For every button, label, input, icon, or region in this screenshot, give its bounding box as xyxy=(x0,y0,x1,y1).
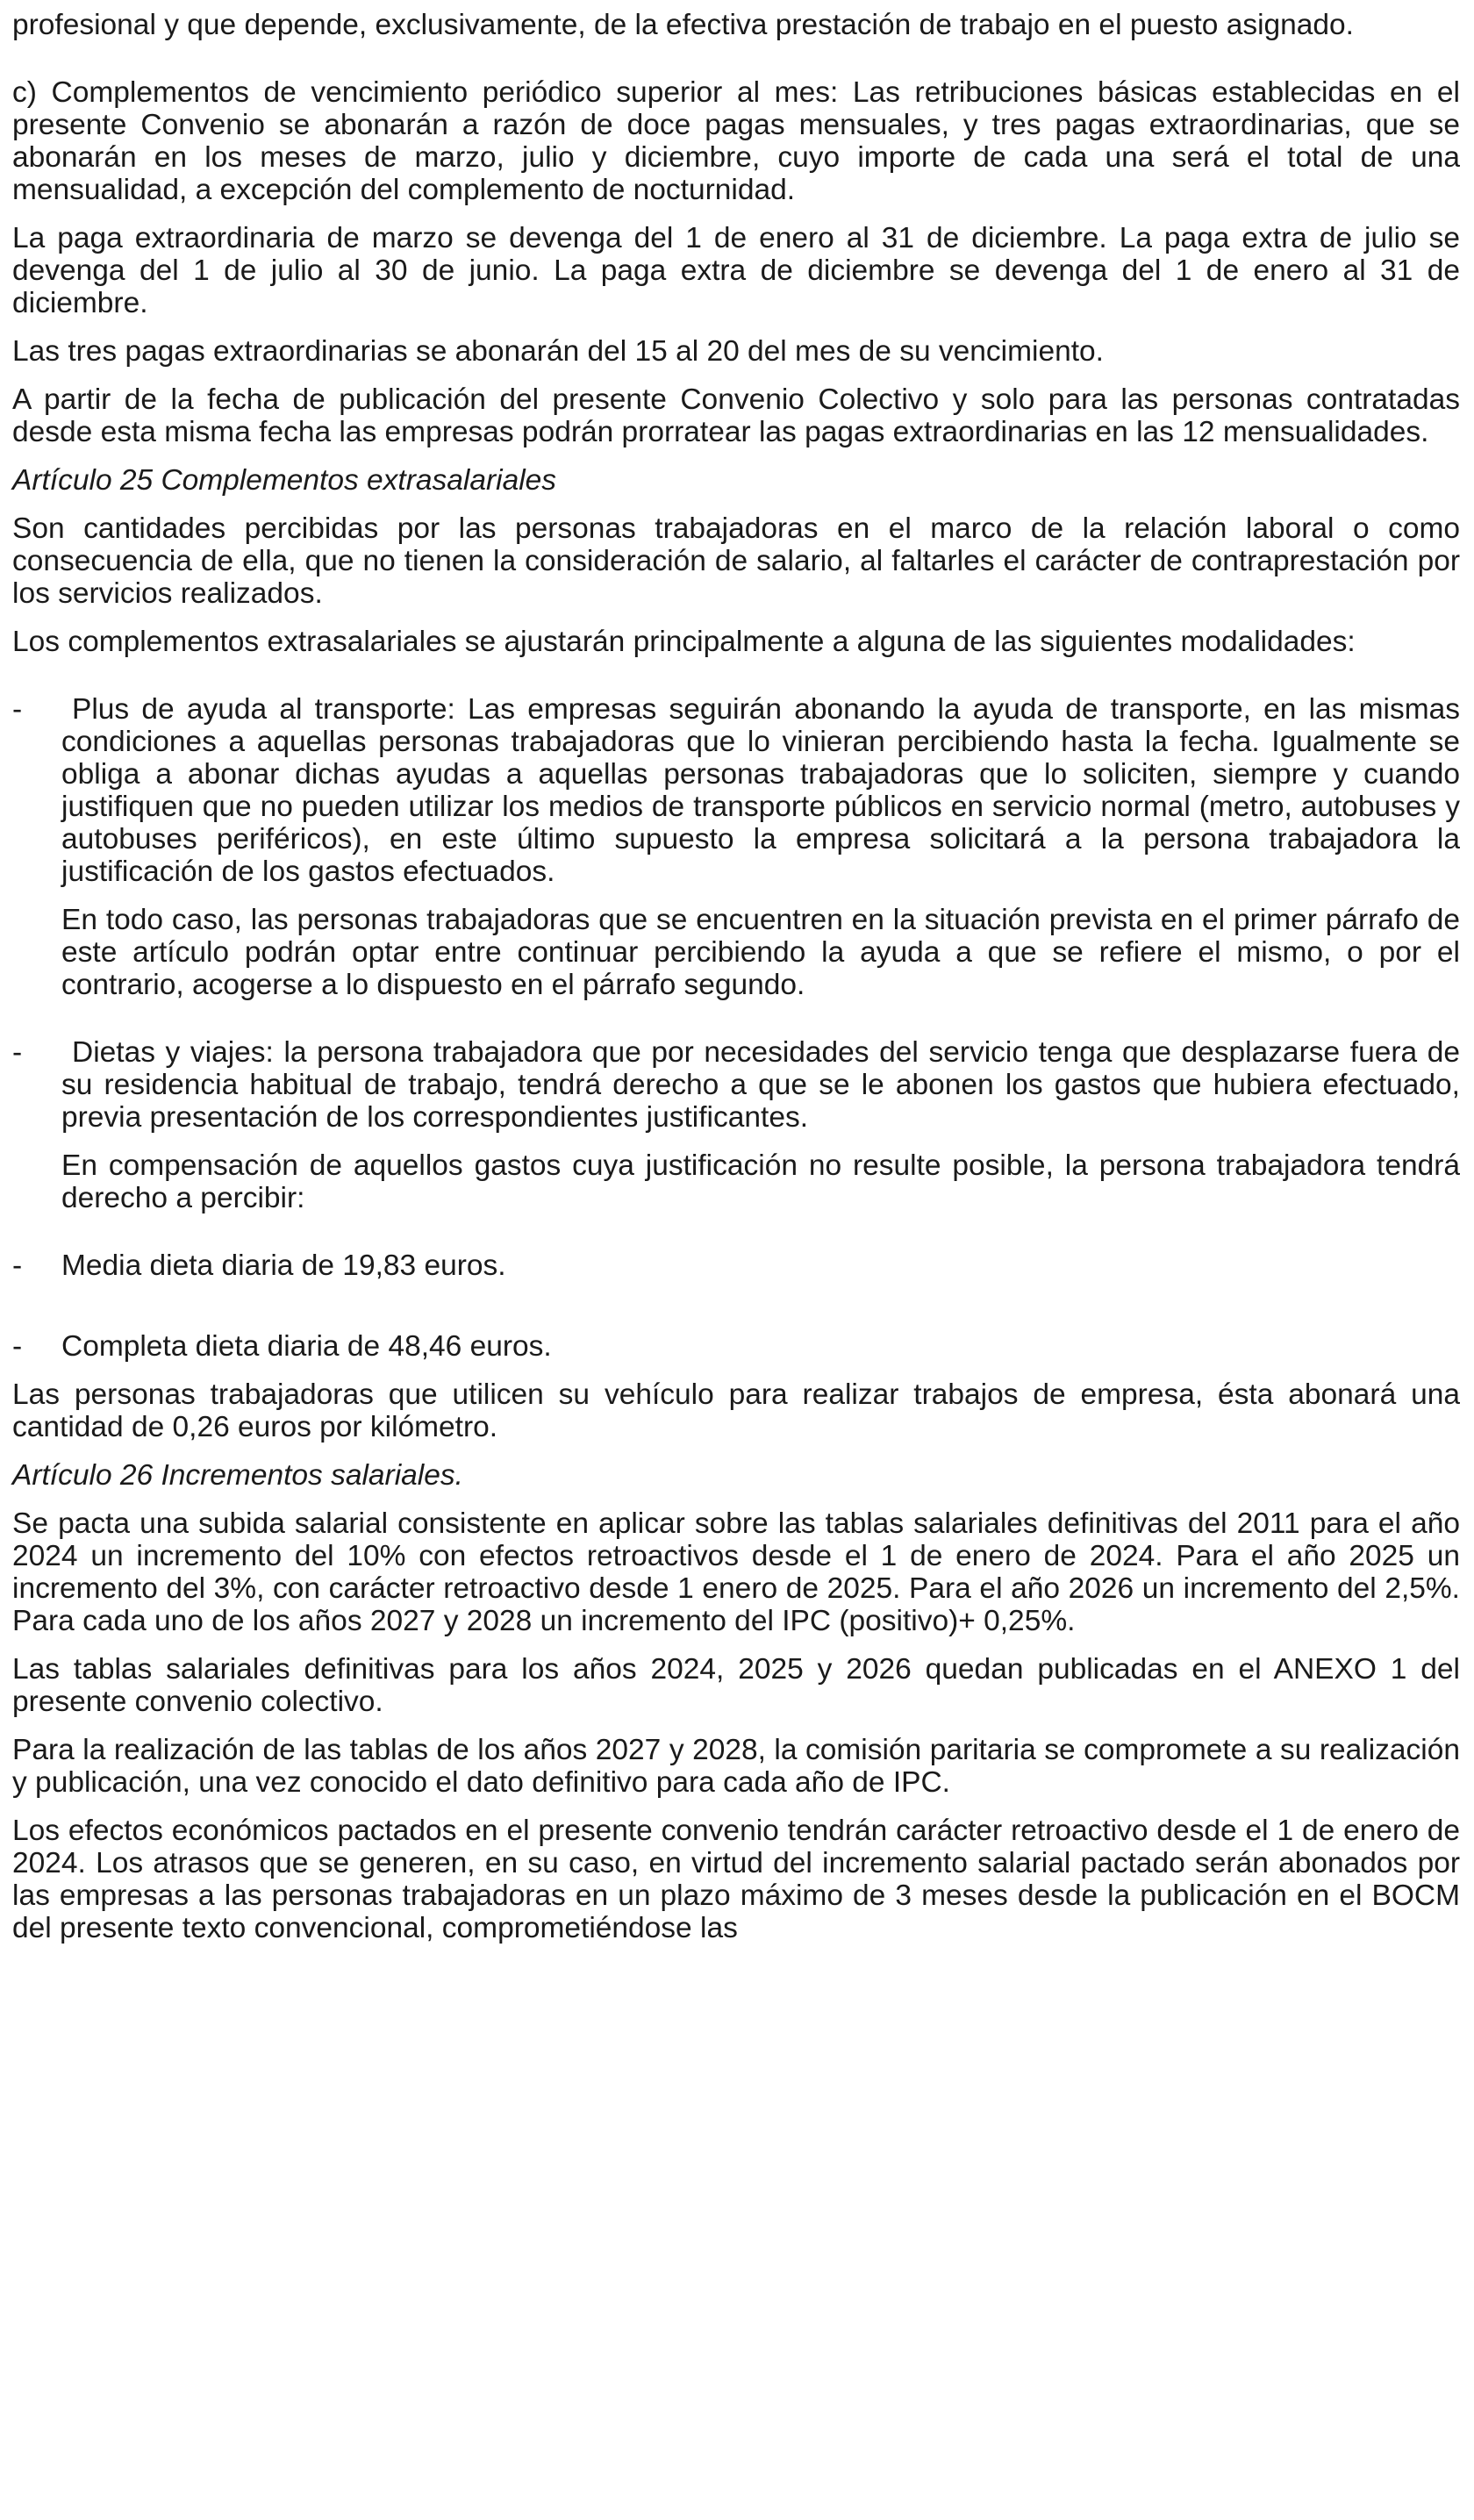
paragraph-continuation: profesional y que depende, exclusivamente, de la efectiva prestación de trabajo en el puesto asignado. xyxy=(12,9,1354,41)
list-item-text: Completa dieta diaria de 48,46 euros. xyxy=(61,1330,552,1363)
article-25-heading: Artículo 25 Complementos extrasalariales xyxy=(12,464,557,497)
paragraph-abono-pagas: Las tres pagas extraordinarias se abonarán del 15 al 20 del mes de su vencimiento. xyxy=(12,335,1104,368)
bullet-dash: - xyxy=(12,1330,23,1363)
paragraph-kilometraje: Las personas trabajadoras que utilicen su vehículo para realizar trabajos de empresa, ésta abonará una cantidad de 0,26 euros por kilómetro. xyxy=(12,1378,1460,1443)
list-item-text: Plus de ayuda al transporte: Las empresas seguirán abonando la ayuda de transporte, en las mismas condiciones a aquellas personas trabajadoras que lo vinieran percibiendo hasta la fecha. Igualmente se obliga a abonar dichas ayudas a aquellas personas trabajadoras que lo soliciten, siempre y cuando justifiquen que no pueden utilizar los medios de transporte públicos en servicio normal (metro, autobuses y autobuses periféricos), en este último supuesto la empresa solicitará a la persona trabajadora la justificación de los gastos efectuados. xyxy=(61,693,1460,888)
list-item-transporte xyxy=(12,693,1460,888)
paragraph-prorrateo: A partir de la fecha de publicación del presente Convenio Colectivo y solo para las personas contratadas desde esta misma fecha las empresas podrán prorratear las pagas extraordinarias en las 12 mensualidades. xyxy=(12,383,1460,448)
list-item-media-dieta xyxy=(12,1249,1460,1282)
paragraph-definicion-extrasalariales: Son cantidades percibidas por las personas trabajadoras en el marco de la relación laboral o como consecuencia de ella, que no tienen la consideración de salario, al faltarles el carácter de contraprestación por los servicios realizados. xyxy=(12,512,1460,610)
bullet-dash: - xyxy=(12,693,23,726)
list-item-text: Dietas y viajes: la persona trabajadora que por necesidades del servicio tenga que desplazarse fuera de su residencia habitual de trabajo, tendrá derecho a que se le abonen los gastos que hubiera efectuado, previa presentación de los correspondientes justificantes. xyxy=(61,1036,1460,1134)
paragraph-complementos-vencimiento: c) Complementos de vencimiento periódico superior al mes: Las retribuciones básicas establecidas en el presente Convenio se abonarán a razón de doce pagas mensuales, y tres pagas extraordinarias, que se abonarán en los meses de marzo, julio y diciembre, cuyo importe de cada una será el total de una mensualidad, a excepción del complemento de nocturnidad. xyxy=(12,76,1460,206)
paragraph-transporte-opcion: En todo caso, las personas trabajadoras que se encuentren en la situación prevista en el primer párrafo de este artículo podrán optar entre continuar percibiendo la ayuda a que se refiere el mismo, o por el contrario, acogerse a lo dispuesto en el párrafo segundo. xyxy=(61,904,1460,1001)
paragraph-devengo-pagas: La paga extraordinaria de marzo se devenga del 1 de enero al 31 de diciembre. La paga extra de julio se devenga del 1 de julio al 30 de junio. La paga extra de diciembre se devenga del 1 de enero al 31 de diciembre. xyxy=(12,222,1460,319)
paragraph-comision-paritaria: Para la realización de las tablas de los años 2027 y 2028, la comisión paritaria se compromete a su realización y publicación, una vez conocido el dato definitivo para cada año de IPC. xyxy=(12,1734,1460,1799)
bullet-dash: - xyxy=(12,1036,23,1069)
paragraph-efectos-retroactivos: Los efectos económicos pactados en el presente convenio tendrán carácter retroactivo desde el 1 de enero de 2024. Los atrasos que se generen, en su caso, en virtud del incremento salarial pactado serán abonados por las empresas a las personas trabajadoras en un plazo máximo de 3 meses desde la publicación en el BOCM del presente texto convencional, comprometiéndose las xyxy=(12,1815,1460,1944)
list-item-completa-dieta xyxy=(12,1330,1460,1363)
article-26-heading: Artículo 26 Incrementos salariales. xyxy=(12,1459,463,1492)
list-item-dietas xyxy=(12,1036,1460,1134)
paragraph-modalidades: Los complementos extrasalariales se ajustarán principalmente a alguna de las siguientes modalidades: xyxy=(12,626,1356,658)
paragraph-dietas-compensacion: En compensación de aquellos gastos cuya justificación no resulte posible, la persona trabajadora tendrá derecho a percibir: xyxy=(61,1149,1460,1214)
paragraph-subida-salarial: Se pacta una subida salarial consistente en aplicar sobre las tablas salariales definitivas del 2011 para el año 2024 un incremento del 10% con efectos retroactivos desde el 1 de enero de 2024. Para el año 2025 un incremento del 3%, con carácter retroactivo desde 1 enero de 2025. Para el año 2026 un incremento del 2,5%. Para cada uno de los años 2027 y 2028 un incremento del IPC (positivo)+ 0,25%. xyxy=(12,1507,1460,1637)
list-item-text: Media dieta diaria de 19,83 euros. xyxy=(61,1249,506,1282)
paragraph-tablas-anexo: Las tablas salariales definitivas para los años 2024, 2025 y 2026 quedan publicadas en el ANEXO 1 del presente convenio colectivo. xyxy=(12,1653,1460,1718)
bullet-dash: - xyxy=(12,1249,23,1282)
